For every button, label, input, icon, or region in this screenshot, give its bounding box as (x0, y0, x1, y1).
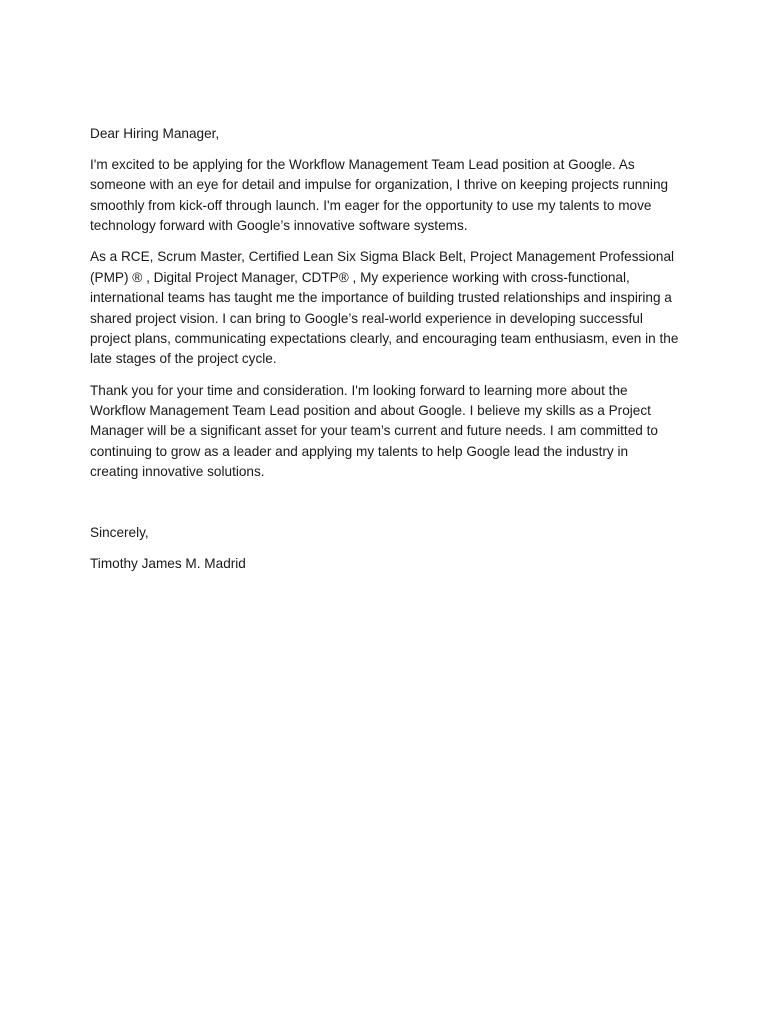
paragraph-intro: I'm excited to be applying for the Workflow Management Team Lead position at Google. As someone with an eye for detail and impulse for organization, I thrive on keeping projects running smoothly from kick-off through launch. I'm eager for the opportunity to use my talents to move technology forward with Google’s innovative software systems. (90, 156, 669, 234)
salutation: Dear Hiring Manager, (90, 126, 220, 141)
closing: Sincerely, (90, 524, 149, 540)
paragraph-experience: As a RCE, Scrum Master, Certified Lean Six Sigma Black Belt, Project Management Professional (PMP) ® , Digital Project Manager, CDTP® , My experience working with cross-functional, international teams has taught me the importance of building trusted relationships and inspiring a shared project vision. I can bring to Google’s real-world experience in developing successful project plans, communicating expectations clearly, and encouraging team enthusiasm, even in the late stages of the project cycle. (90, 249, 679, 367)
cover-letter-body (90, 124, 680, 574)
signature-name: Timothy James M. Madrid (90, 555, 246, 571)
paragraph-thanks: Thank you for your time and consideration. I'm looking forward to learning more about the Workflow Management Team Lead position and about Google. I believe my skills as a Project Manager will be a significant asset for your team’s current and future needs. I am committed to continuing to grow as a leader and applying my talents to help Google lead the industry in creating innovative solutions. (90, 382, 658, 480)
